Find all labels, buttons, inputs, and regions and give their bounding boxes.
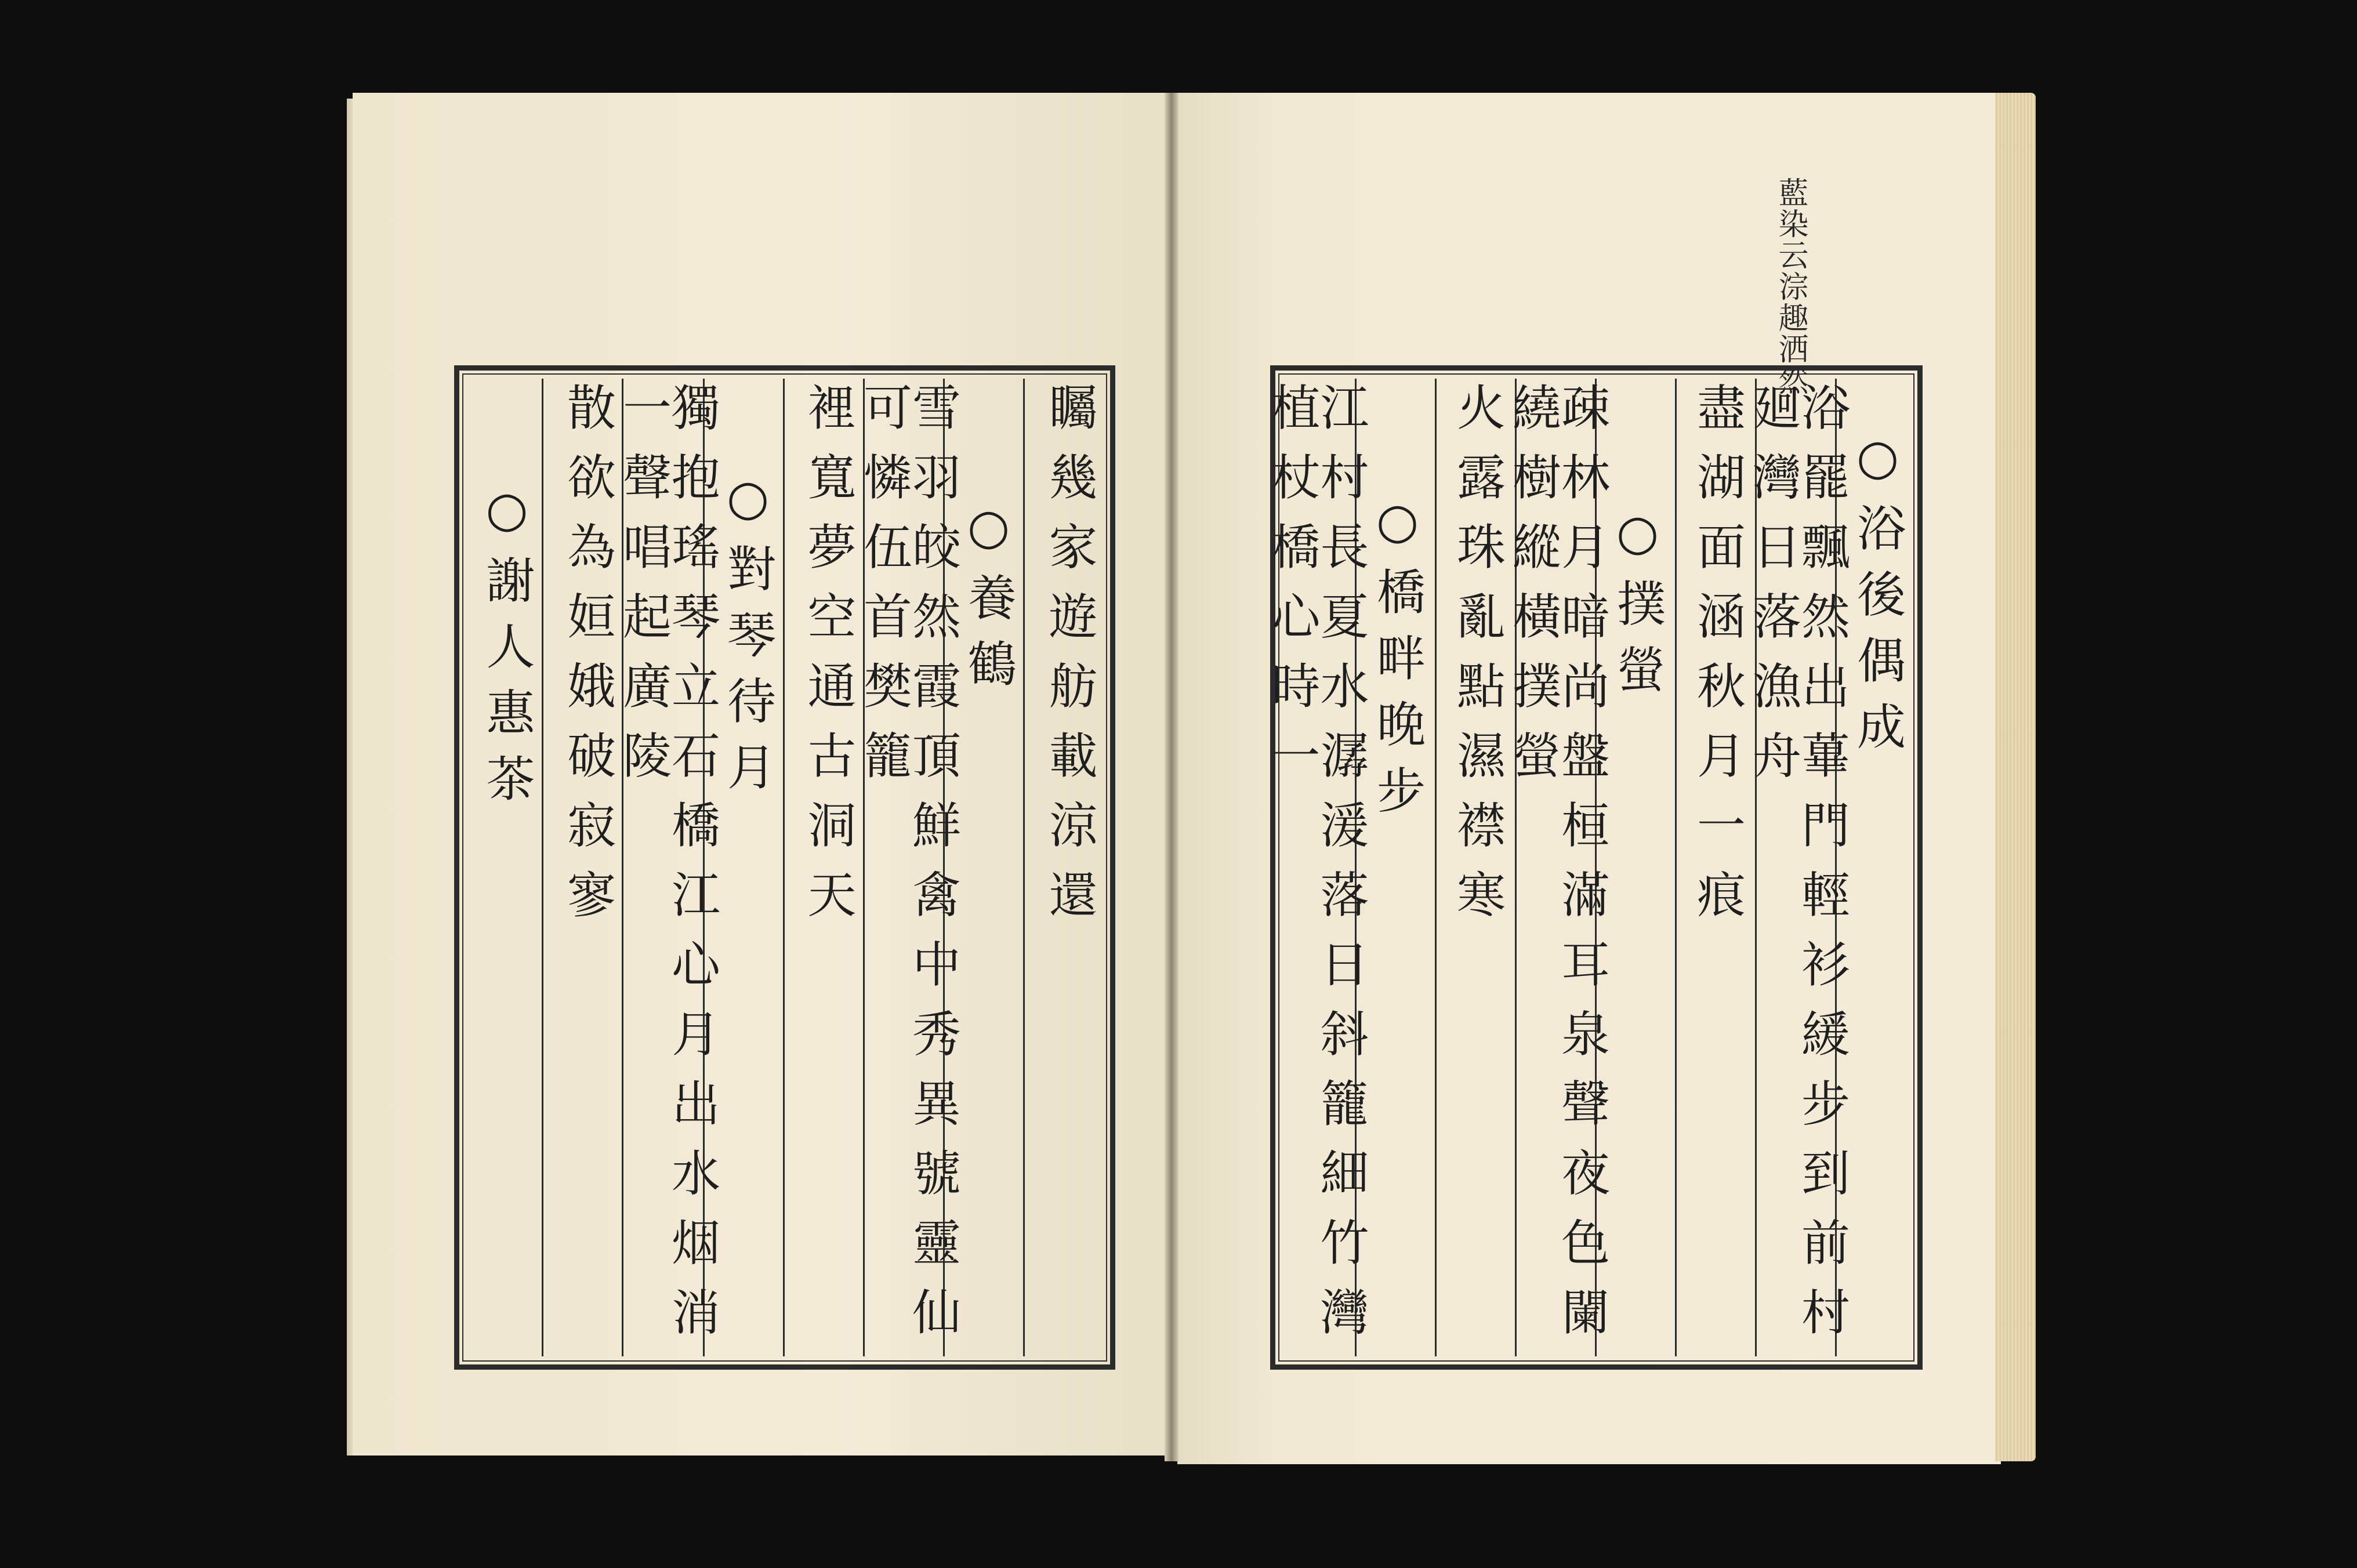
poem-title: ○撲螢 xyxy=(1609,504,1666,710)
text-column xyxy=(1678,371,1757,1364)
poem-line: 疎林月暗尚盤桓滿耳泉聲夜色闌繞樹縱橫撲螢 xyxy=(1504,382,1611,1356)
text-column xyxy=(1029,371,1110,1364)
poem-title: ○浴後偶成 xyxy=(1849,429,1906,767)
text-column xyxy=(949,371,1028,1364)
text-column xyxy=(708,371,788,1364)
column-rule xyxy=(1435,379,1437,1356)
poem-line: 盡湖面涵秋月一痕 xyxy=(1689,382,1746,939)
poem-title: ○對琴待月 xyxy=(719,469,777,808)
poem-title: ○謝人惠茶 xyxy=(478,481,535,819)
column-rule xyxy=(542,379,543,1356)
text-column xyxy=(1264,371,1369,1364)
text-column xyxy=(466,371,547,1364)
poem-line: 裡寬夢空通古洞天 xyxy=(800,382,857,939)
column-rule xyxy=(783,379,785,1356)
text-column xyxy=(855,371,962,1364)
column-rule xyxy=(1835,379,1837,1356)
poem-line: 雪羽皎然霞頂鮮禽中秀異號靈仙可憐伍首樊籠 xyxy=(855,382,962,1356)
column-rule xyxy=(703,379,705,1356)
right-text-frame xyxy=(1264,365,1923,1370)
book-gutter xyxy=(1165,93,1178,1461)
poem-line: 獨抱瑤琴立石橋江心月出水烟消一聲唱起廣陵 xyxy=(615,382,721,1356)
poem-line: 火露珠亂點濕襟寒 xyxy=(1449,382,1506,939)
page-header-note: 藍染云淙趣洒然 xyxy=(1773,177,1808,396)
poem-line: 散欲為姮娥破寂寥 xyxy=(559,382,617,939)
column-rule xyxy=(1355,379,1357,1356)
text-column xyxy=(1438,371,1517,1364)
text-column xyxy=(1358,371,1437,1364)
text-column xyxy=(548,371,628,1364)
text-column xyxy=(1745,371,1851,1364)
poem-line: 江村長夏水潺湲落日斜籠細竹灣植杖橋心時一 xyxy=(1264,382,1369,1356)
column-rule xyxy=(1675,379,1677,1356)
column-rule xyxy=(1023,379,1025,1356)
text-column xyxy=(1504,371,1611,1364)
right-page-edge xyxy=(1995,93,2036,1461)
column-rule xyxy=(1755,379,1757,1356)
text-column xyxy=(615,371,721,1364)
poem-title: ○養鶴 xyxy=(960,498,1017,705)
poem-title: ○橋畔晚步 xyxy=(1369,492,1426,831)
poem-line: 矚幾家遊舫載涼還 xyxy=(1041,382,1098,939)
left-text-frame xyxy=(454,365,1115,1370)
text-column xyxy=(1598,371,1677,1364)
text-column xyxy=(788,371,868,1364)
poem-line: 浴罷飄然出蓽門輕衫緩步到前村廻灣日落漁舟 xyxy=(1745,382,1851,1356)
text-column xyxy=(1838,371,1917,1364)
column-rule xyxy=(1595,379,1597,1356)
column-rule xyxy=(943,379,945,1356)
column-rule xyxy=(1515,379,1517,1356)
column-rule xyxy=(863,379,865,1356)
column-rule xyxy=(622,379,623,1356)
